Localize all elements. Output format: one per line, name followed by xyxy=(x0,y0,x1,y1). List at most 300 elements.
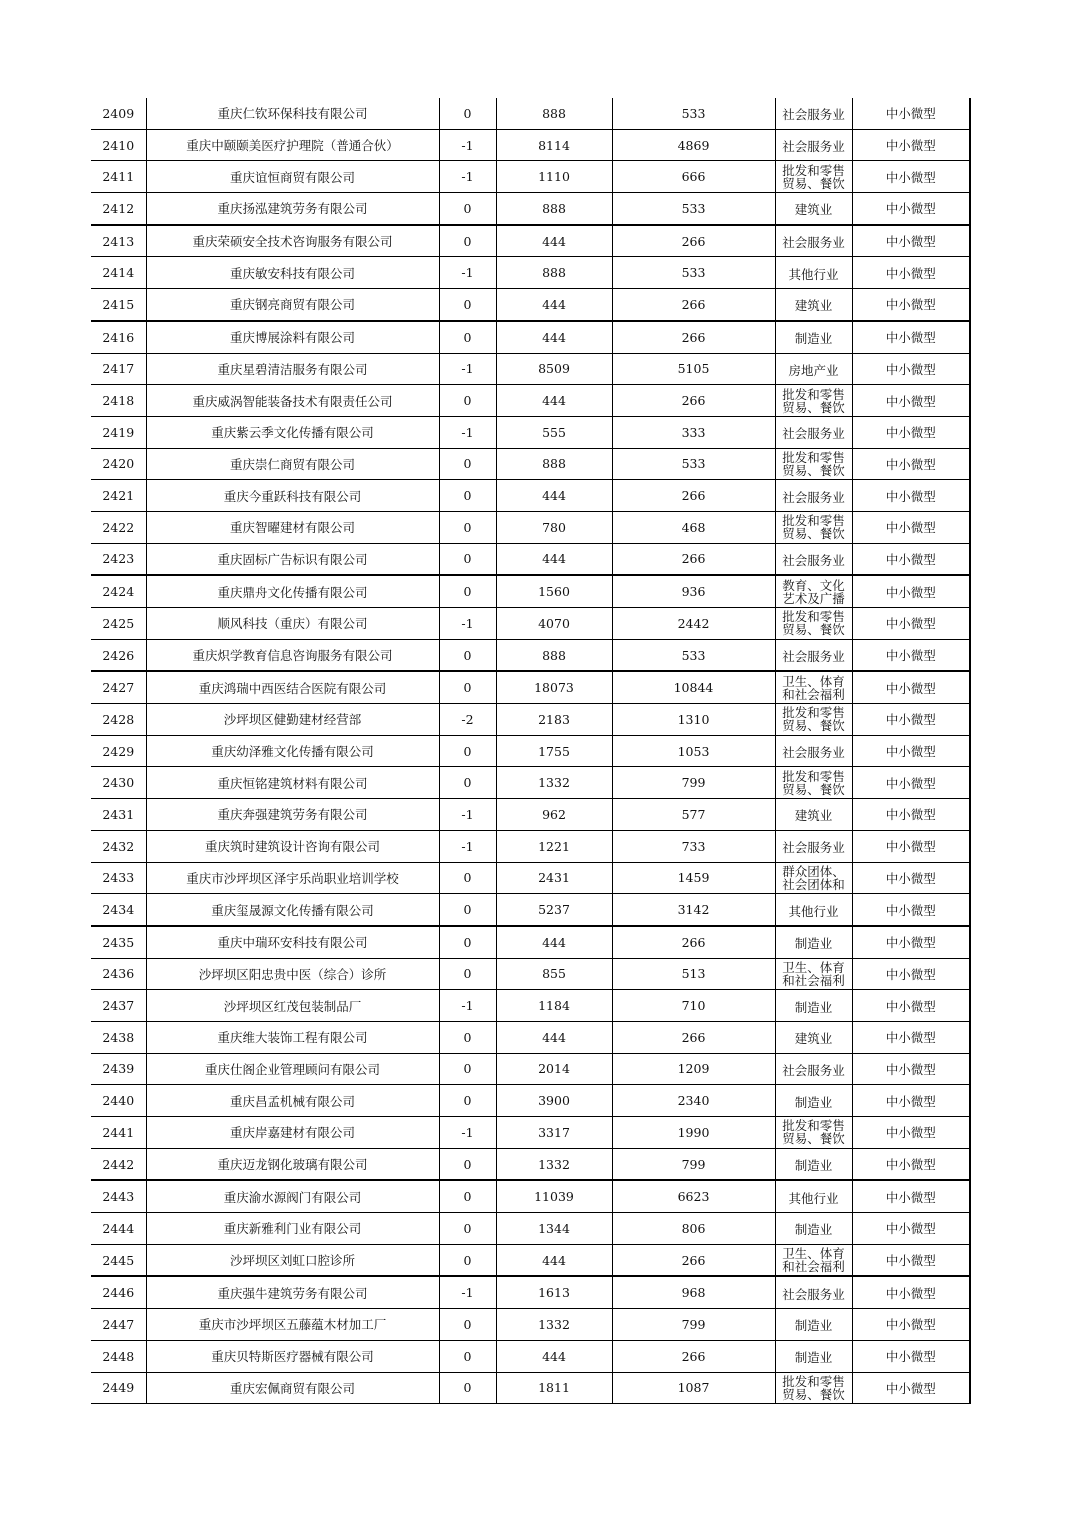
company-name: 重庆扬泓建筑劳务有限公司 xyxy=(217,201,368,217)
company-name: 沙坪坝区阳忠贵中医（综合）诊所 xyxy=(198,966,387,982)
amount-1: 8114 xyxy=(538,137,570,153)
amount-2-cell xyxy=(612,98,775,129)
amount-2-cell xyxy=(612,608,775,640)
amount-1-cell xyxy=(496,671,612,703)
row-number-cell xyxy=(91,1085,146,1117)
row-number-cell xyxy=(91,543,146,575)
amount-2: 936 xyxy=(681,584,706,600)
table-row xyxy=(91,321,970,353)
industry-cell xyxy=(775,894,852,926)
row-number: 2430 xyxy=(102,775,135,791)
industry: 卫生、体育和社会福利 xyxy=(782,1247,845,1274)
industry: 批发和零售贸易、餐饮 xyxy=(782,450,845,477)
row-number: 2413 xyxy=(102,233,135,249)
company-name: 重庆鸿瑞中西医结合医院有限公司 xyxy=(198,680,387,696)
enterprise-size-cell xyxy=(852,1021,970,1053)
enterprise-size: 中小微型 xyxy=(885,106,936,122)
amount-1-cell xyxy=(496,862,612,894)
change-value: 0 xyxy=(463,456,472,472)
company-name: 重庆宏佩商贸有限公司 xyxy=(229,1380,355,1396)
enterprise-size-cell xyxy=(852,990,970,1022)
enterprise-size: 中小微型 xyxy=(885,425,936,441)
amount-1: 1332 xyxy=(538,1316,570,1332)
amount-2: 799 xyxy=(681,1156,706,1172)
row-number: 2428 xyxy=(102,711,135,727)
company-name: 重庆奔强建筑劳务有限公司 xyxy=(217,807,368,823)
row-number: 2445 xyxy=(102,1252,135,1268)
amount-2-cell xyxy=(612,894,775,926)
change-value-cell xyxy=(439,511,496,543)
amount-1-cell xyxy=(496,894,612,926)
amount-1-cell xyxy=(496,830,612,862)
table-row xyxy=(91,480,970,512)
enterprise-size: 中小微型 xyxy=(885,138,936,154)
industry-cell xyxy=(775,257,852,289)
row-number-cell xyxy=(91,1244,146,1276)
enterprise-size-cell xyxy=(852,480,970,512)
amount-2: 1459 xyxy=(677,870,710,886)
change-value-cell xyxy=(439,98,496,129)
amount-1: 444 xyxy=(542,488,566,504)
row-number-cell xyxy=(91,385,146,417)
amount-1: 855 xyxy=(542,966,566,982)
row-number: 2446 xyxy=(102,1285,135,1301)
amount-1-cell xyxy=(496,1309,612,1341)
industry: 建筑业 xyxy=(794,298,833,314)
amount-1-cell xyxy=(496,608,612,640)
amount-1: 1184 xyxy=(538,998,570,1014)
table-row xyxy=(91,1213,970,1245)
enterprise-size-cell xyxy=(852,1085,970,1117)
amount-2-cell xyxy=(612,1244,775,1276)
amount-1-cell xyxy=(496,1244,612,1276)
industry-cell xyxy=(775,480,852,512)
industry-cell xyxy=(775,1117,852,1149)
enterprise-size-cell xyxy=(852,639,970,671)
company-name: 重庆中颐颐美医疗护理院（普通合伙） xyxy=(186,138,399,154)
enterprise-size: 中小微型 xyxy=(885,1253,936,1269)
amount-2: 806 xyxy=(681,1220,706,1236)
industry: 批发和零售贸易、餐饮 xyxy=(782,514,845,541)
company-name-cell xyxy=(146,894,439,926)
amount-2-cell xyxy=(612,1085,775,1117)
company-name: 重庆强牛建筑劳务有限公司 xyxy=(217,1285,368,1301)
amount-2: 266 xyxy=(681,1029,706,1045)
industry-cell xyxy=(775,671,852,703)
row-number-cell xyxy=(91,1117,146,1149)
table-row xyxy=(91,1180,970,1212)
change-value-cell xyxy=(439,1085,496,1117)
table-row xyxy=(91,353,970,385)
row-number: 2440 xyxy=(102,1093,135,1109)
enterprise-size-cell xyxy=(852,129,970,161)
amount-1: 555 xyxy=(542,424,566,440)
row-number: 2419 xyxy=(102,424,135,440)
row-number: 2414 xyxy=(102,265,135,281)
amount-2-cell xyxy=(612,990,775,1022)
row-number-cell xyxy=(91,608,146,640)
change-value-cell xyxy=(439,1053,496,1085)
table-row xyxy=(91,1276,970,1308)
row-number-cell xyxy=(91,1309,146,1341)
industry-cell xyxy=(775,193,852,225)
industry: 社会服务业 xyxy=(782,107,845,123)
amount-1: 4070 xyxy=(538,615,570,631)
change-value-cell xyxy=(439,353,496,385)
industry-cell xyxy=(775,1021,852,1053)
enterprise-size-cell xyxy=(852,1053,970,1085)
industry: 建筑业 xyxy=(794,1031,833,1047)
company-name: 重庆崇仁商贸有限公司 xyxy=(229,456,355,472)
row-number-cell xyxy=(91,958,146,990)
enterprise-size-cell xyxy=(852,1180,970,1212)
company-name-cell xyxy=(146,1309,439,1341)
industry-cell xyxy=(775,448,852,480)
table-row xyxy=(91,1309,970,1341)
row-number-cell xyxy=(91,353,146,385)
industry-cell xyxy=(775,704,852,736)
amount-1-cell xyxy=(496,1340,612,1372)
table-row xyxy=(91,448,970,480)
industry: 社会服务业 xyxy=(782,1062,845,1078)
change-value: 0 xyxy=(463,1061,472,1077)
row-number: 2415 xyxy=(102,296,135,312)
enterprise-size: 中小微型 xyxy=(885,807,936,823)
amount-2: 2442 xyxy=(677,615,710,631)
industry-cell xyxy=(775,1085,852,1117)
table-row xyxy=(91,1148,970,1180)
amount-2-cell xyxy=(612,511,775,543)
change-value-cell xyxy=(439,639,496,671)
row-number-cell xyxy=(91,193,146,225)
change-value: 0 xyxy=(463,551,472,567)
change-value-cell xyxy=(439,1244,496,1276)
row-number-cell xyxy=(91,1053,146,1085)
amount-1-cell xyxy=(496,958,612,990)
enterprise-size: 中小微型 xyxy=(885,680,936,696)
company-name-cell xyxy=(146,862,439,894)
table-row xyxy=(91,289,970,321)
table-row xyxy=(91,1053,970,1085)
industry: 批发和零售贸易、餐饮 xyxy=(782,163,845,190)
company-name-cell xyxy=(146,321,439,353)
amount-1: 3317 xyxy=(538,1124,570,1140)
enterprise-size: 中小微型 xyxy=(885,201,936,217)
table-row xyxy=(91,193,970,225)
industry-cell xyxy=(775,511,852,543)
change-value-cell xyxy=(439,799,496,831)
amount-1: 444 xyxy=(542,551,566,567)
table-row xyxy=(91,416,970,448)
company-name-cell xyxy=(146,385,439,417)
change-value-cell xyxy=(439,193,496,225)
amount-2: 710 xyxy=(681,998,706,1014)
company-table xyxy=(91,98,971,1404)
industry: 制造业 xyxy=(794,1094,833,1110)
industry-cell xyxy=(775,98,852,129)
company-name: 沙坪坝区刘虹口腔诊所 xyxy=(229,1253,355,1269)
company-name: 重庆幼泽雅文化传播有限公司 xyxy=(211,744,374,760)
amount-2-cell xyxy=(612,671,775,703)
industry: 制造业 xyxy=(794,331,833,347)
amount-2: 577 xyxy=(681,806,706,822)
enterprise-size-cell xyxy=(852,416,970,448)
company-name: 重庆紫云季文化传播有限公司 xyxy=(211,425,374,441)
company-name-cell xyxy=(146,193,439,225)
change-value: -1 xyxy=(461,806,474,822)
amount-2-cell xyxy=(612,161,775,193)
company-name: 重庆智曜建材有限公司 xyxy=(229,520,355,536)
table-row xyxy=(91,671,970,703)
change-value: 0 xyxy=(463,1189,472,1205)
table-row xyxy=(91,1085,970,1117)
industry-cell xyxy=(775,353,852,385)
table-row xyxy=(91,1021,970,1053)
amount-1-cell xyxy=(496,98,612,129)
industry: 社会服务业 xyxy=(782,745,845,761)
change-value: 0 xyxy=(463,1029,472,1045)
amount-2: 4869 xyxy=(677,137,710,153)
change-value-cell xyxy=(439,385,496,417)
change-value-cell xyxy=(439,958,496,990)
company-name-cell xyxy=(146,1340,439,1372)
industry: 社会服务业 xyxy=(782,552,845,568)
enterprise-size-cell xyxy=(852,1244,970,1276)
enterprise-size: 中小微型 xyxy=(885,966,936,982)
industry: 卫生、体育和社会福利 xyxy=(782,960,845,987)
amount-1: 1332 xyxy=(538,775,570,791)
amount-2: 1310 xyxy=(677,711,710,727)
industry: 其他行业 xyxy=(788,903,839,919)
amount-2: 10844 xyxy=(673,680,714,696)
change-value-cell xyxy=(439,225,496,257)
company-name-cell xyxy=(146,767,439,799)
amount-2: 1087 xyxy=(677,1380,710,1396)
enterprise-size-cell xyxy=(852,894,970,926)
change-value: 0 xyxy=(463,393,472,409)
row-number: 2412 xyxy=(102,200,135,216)
table-row xyxy=(91,511,970,543)
industry: 群众团体、社会团体和 xyxy=(782,864,845,891)
company-name-cell xyxy=(146,1244,439,1276)
amount-2-cell xyxy=(612,1372,775,1404)
row-number-cell xyxy=(91,1148,146,1180)
amount-2: 266 xyxy=(681,551,706,567)
change-value: 0 xyxy=(463,1252,472,1268)
industry-cell xyxy=(775,767,852,799)
amount-2-cell xyxy=(612,830,775,862)
industry-cell xyxy=(775,1372,852,1404)
amount-2: 333 xyxy=(681,424,706,440)
company-name-cell xyxy=(146,990,439,1022)
enterprise-size-cell xyxy=(852,1309,970,1341)
amount-1: 888 xyxy=(542,456,566,472)
enterprise-size-cell xyxy=(852,767,970,799)
amount-2-cell xyxy=(612,735,775,767)
row-number: 2434 xyxy=(102,902,135,918)
change-value: -1 xyxy=(461,998,474,1014)
amount-1-cell xyxy=(496,1148,612,1180)
amount-1: 1613 xyxy=(538,1285,570,1301)
amount-2: 266 xyxy=(681,488,706,504)
amount-1: 1560 xyxy=(538,584,570,600)
change-value: -1 xyxy=(461,265,474,281)
amount-1-cell xyxy=(496,129,612,161)
table-row xyxy=(91,575,970,607)
enterprise-size: 中小微型 xyxy=(885,234,936,250)
table-row xyxy=(91,1244,970,1276)
row-number-cell xyxy=(91,1340,146,1372)
row-number-cell xyxy=(91,575,146,607)
amount-2-cell xyxy=(612,1148,775,1180)
amount-2-cell xyxy=(612,1021,775,1053)
company-name-cell xyxy=(146,704,439,736)
amount-2: 266 xyxy=(681,934,706,950)
amount-2-cell xyxy=(612,1309,775,1341)
row-number: 2441 xyxy=(102,1124,135,1140)
row-number-cell xyxy=(91,862,146,894)
row-number: 2438 xyxy=(102,1029,135,1045)
row-number: 2433 xyxy=(102,870,135,886)
enterprise-size: 中小微型 xyxy=(885,616,936,632)
table-row xyxy=(91,767,970,799)
amount-1: 2014 xyxy=(538,1061,570,1077)
company-name-cell xyxy=(146,1021,439,1053)
row-number: 2417 xyxy=(102,361,135,377)
company-name: 重庆星碧清洁服务有限公司 xyxy=(217,361,368,377)
amount-1: 1811 xyxy=(538,1380,570,1396)
enterprise-size-cell xyxy=(852,958,970,990)
amount-2: 533 xyxy=(681,200,706,216)
company-name: 重庆仁钦环保科技有限公司 xyxy=(217,106,368,122)
amount-1: 18073 xyxy=(534,680,574,696)
enterprise-size-cell xyxy=(852,321,970,353)
amount-2-cell xyxy=(612,353,775,385)
change-value: 0 xyxy=(463,870,472,886)
company-name-cell xyxy=(146,543,439,575)
enterprise-size: 中小微型 xyxy=(885,744,936,760)
amount-1-cell xyxy=(496,321,612,353)
change-value-cell xyxy=(439,608,496,640)
amount-2-cell xyxy=(612,1213,775,1245)
row-number-cell xyxy=(91,98,146,129)
row-number-cell xyxy=(91,1372,146,1404)
amount-1: 888 xyxy=(542,647,566,663)
change-value-cell xyxy=(439,1309,496,1341)
industry: 社会服务业 xyxy=(782,840,845,856)
enterprise-size: 中小微型 xyxy=(885,870,936,886)
amount-2-cell xyxy=(612,193,775,225)
row-number: 2432 xyxy=(102,838,135,854)
row-number: 2431 xyxy=(102,806,135,822)
amount-1-cell xyxy=(496,1276,612,1308)
enterprise-size-cell xyxy=(852,193,970,225)
amount-1: 1755 xyxy=(538,743,570,759)
industry: 社会服务业 xyxy=(782,139,845,155)
amount-2-cell xyxy=(612,321,775,353)
amount-2-cell xyxy=(612,767,775,799)
amount-1-cell xyxy=(496,926,612,958)
change-value: 0 xyxy=(463,1220,472,1236)
amount-1: 444 xyxy=(542,1029,566,1045)
amount-2-cell xyxy=(612,448,775,480)
enterprise-size: 中小微型 xyxy=(885,1349,936,1365)
enterprise-size: 中小微型 xyxy=(885,1189,936,1205)
table-row xyxy=(91,129,970,161)
row-number: 2424 xyxy=(102,584,135,600)
table-row xyxy=(91,990,970,1022)
industry: 社会服务业 xyxy=(782,426,845,442)
change-value-cell xyxy=(439,543,496,575)
row-number-cell xyxy=(91,480,146,512)
company-name: 重庆维大装饰工程有限公司 xyxy=(217,1030,368,1046)
amount-2: 266 xyxy=(681,329,706,345)
change-value: 0 xyxy=(463,743,472,759)
enterprise-size: 中小微型 xyxy=(885,998,936,1014)
company-name: 沙坪坝区红茂包装制品厂 xyxy=(223,998,362,1014)
industry: 制造业 xyxy=(794,936,833,952)
enterprise-size-cell xyxy=(852,926,970,958)
change-value: 0 xyxy=(463,1316,472,1332)
company-name: 重庆荣硕安全技术咨询服务有限公司 xyxy=(192,234,393,250)
amount-1: 444 xyxy=(542,329,566,345)
company-name-cell xyxy=(146,98,439,129)
industry: 批发和零售贸易、餐饮 xyxy=(782,1119,845,1146)
company-name: 重庆迈龙钢化玻璃有限公司 xyxy=(217,1157,368,1173)
amount-2: 2340 xyxy=(677,1093,710,1109)
amount-1-cell xyxy=(496,543,612,575)
enterprise-size: 中小微型 xyxy=(885,265,936,281)
amount-2-cell xyxy=(612,1117,775,1149)
enterprise-size: 中小微型 xyxy=(885,1030,936,1046)
company-name-cell xyxy=(146,161,439,193)
change-value-cell xyxy=(439,1180,496,1212)
enterprise-size: 中小微型 xyxy=(885,456,936,472)
company-name-cell xyxy=(146,958,439,990)
change-value-cell xyxy=(439,1340,496,1372)
enterprise-size: 中小微型 xyxy=(885,712,936,728)
industry-cell xyxy=(775,575,852,607)
company-name-cell xyxy=(146,129,439,161)
row-number-cell xyxy=(91,735,146,767)
amount-1-cell xyxy=(496,480,612,512)
amount-1-cell xyxy=(496,416,612,448)
amount-2-cell xyxy=(612,1276,775,1308)
change-value-cell xyxy=(439,671,496,703)
company-name-cell xyxy=(146,353,439,385)
change-value: -1 xyxy=(461,361,474,377)
industry: 制造业 xyxy=(794,1158,833,1174)
company-name-cell xyxy=(146,1213,439,1245)
amount-1-cell xyxy=(496,735,612,767)
enterprise-size: 中小微型 xyxy=(885,1125,936,1141)
row-number: 2435 xyxy=(102,934,135,950)
industry: 社会服务业 xyxy=(782,649,845,665)
industry-cell xyxy=(775,862,852,894)
company-name: 重庆新雅利门业有限公司 xyxy=(223,1221,362,1237)
enterprise-size: 中小微型 xyxy=(885,169,936,185)
company-name: 重庆钢亮商贸有限公司 xyxy=(229,297,355,313)
amount-1-cell xyxy=(496,767,612,799)
company-name: 重庆市沙坪坝区泽宇乐尚职业培训学校 xyxy=(186,870,399,886)
change-value: 0 xyxy=(463,902,472,918)
industry: 制造业 xyxy=(794,999,833,1015)
change-value: -1 xyxy=(461,1124,474,1140)
row-number-cell xyxy=(91,161,146,193)
table-row xyxy=(91,257,970,289)
industry: 社会服务业 xyxy=(782,235,845,251)
company-name: 重庆敏安科技有限公司 xyxy=(229,265,355,281)
